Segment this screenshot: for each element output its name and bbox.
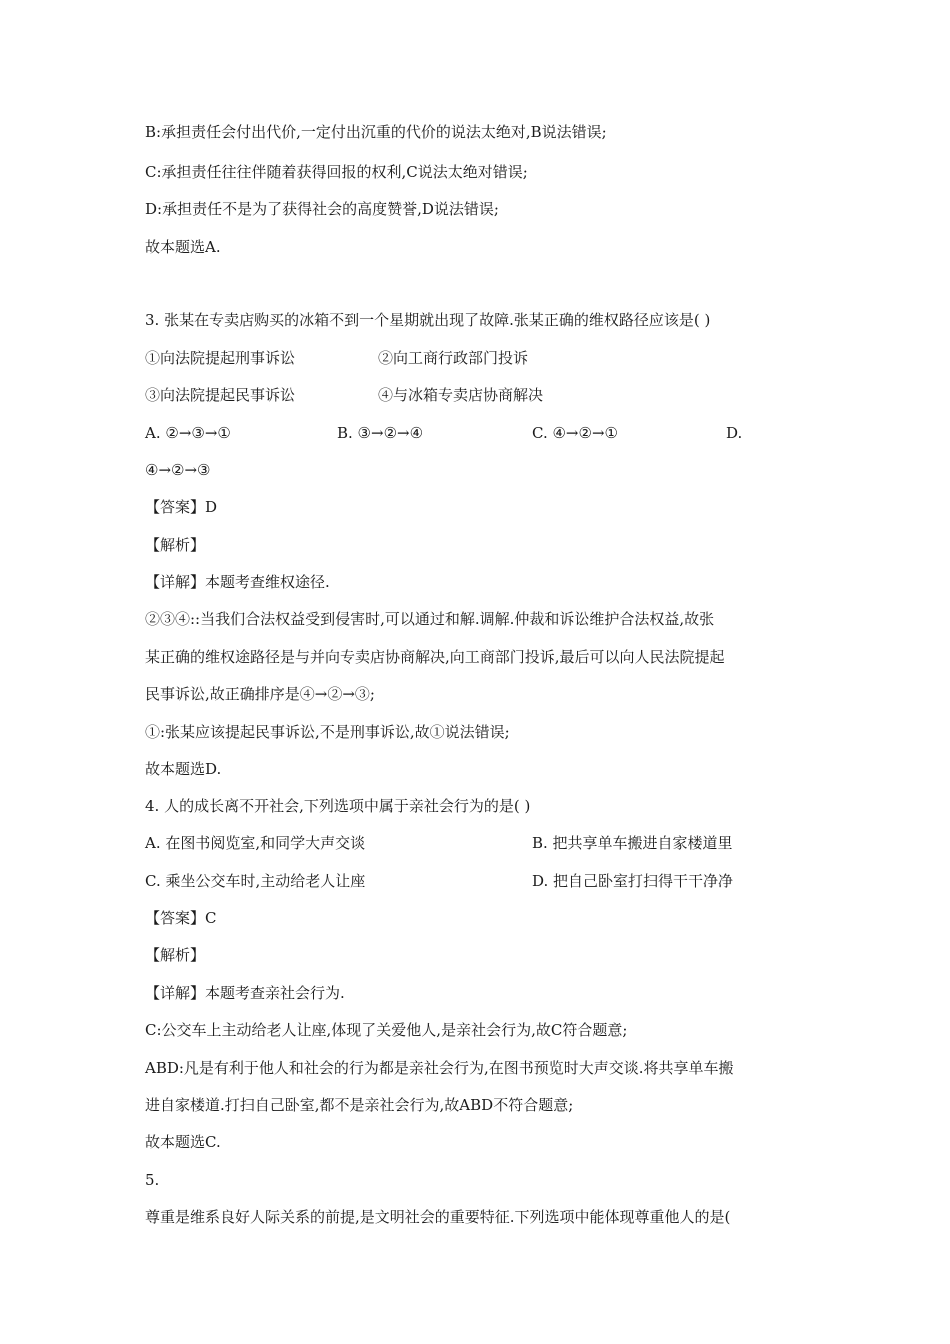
q4-explanation-2-line-2: 进自家楼道.打扫自己卧室,都不是亲社会行为,故ABD不符合题意; (145, 1096, 574, 1114)
q3-item-3: ③向法院提起民事诉讼 (145, 386, 296, 404)
q4-conclusion: 故本题选C. (145, 1133, 221, 1151)
q4-analysis-label: 【解析】 (145, 946, 206, 964)
q3-item-4: ④与冰箱专卖店协商解决 (378, 386, 544, 404)
q3-detail: 【详解】本题考查维权途径. (145, 573, 330, 591)
q3-item-1: ①向法院提起刑事诉讼 (145, 349, 296, 367)
q3-option-d: D. (726, 424, 743, 442)
q4-detail: 【详解】本题考查亲社会行为. (145, 984, 345, 1002)
q3-explanation-line-1: ②③④::当我们合法权益受到侵害时,可以通过和解.调解.仲裁和诉讼维护合法权益,故张 (145, 610, 715, 628)
q3-analysis-label: 【解析】 (145, 536, 206, 554)
q4-option-c: C. 乘坐公交车时,主动给老人让座 (145, 872, 366, 890)
q3-item-2: ②向工商行政部门投诉 (378, 349, 529, 367)
q3-stem: 3. 张某在专卖店购买的冰箱不到一个星期就出现了故障.张某正确的维权路径应该是( ) (145, 311, 711, 329)
q4-option-a: A. 在图书阅览室,和同学大声交谈 (145, 834, 366, 852)
q2-explanation-b: B:承担责任会付出代价,一定付出沉重的代价的说法太绝对,B说法错误; (145, 123, 607, 141)
q3-explanation-line-3: 民事诉讼,故正确排序是④→②→③; (145, 685, 375, 703)
q2-conclusion: 故本题选A. (145, 238, 221, 256)
q3-explanation-2: ①:张某应该提起民事诉讼,不是刑事诉讼,故①说法错误; (145, 723, 510, 741)
q3-option-d-value: ④→②→③ (145, 461, 211, 479)
q3-option-b: B. ③→②→④ (337, 424, 424, 442)
q3-conclusion: 故本题选D. (145, 760, 222, 778)
q4-option-d: D. 把自己卧室打扫得干干净净 (532, 872, 734, 890)
q3-explanation-line-2: 某正确的维权途路径是与并向专卖店协商解决,向工商部门投诉,最后可以向人民法院提起 (145, 648, 725, 666)
q2-explanation-d: D:承担责任不是为了获得社会的高度赞誉,D说法错误; (145, 200, 499, 218)
q2-explanation-c: C:承担责任往往伴随着获得回报的权利,C说法太绝对错误; (145, 163, 528, 181)
q4-explanation-1: C:公交车上主动给老人让座,体现了关爱他人,是亲社会行为,故C符合题意; (145, 1021, 628, 1039)
q4-option-b: B. 把共享单车搬进自家楼道里 (532, 834, 733, 852)
q5-number: 5. (145, 1171, 160, 1189)
q3-option-a: A. ②→③→① (145, 424, 231, 442)
q4-answer: 【答案】C (145, 909, 217, 927)
q3-answer: 【答案】D (145, 498, 218, 516)
q4-explanation-2-line-1: ABD:凡是有利于他人和社会的行为都是亲社会行为,在图书预览时大声交谈.将共享单车搬 (145, 1059, 734, 1077)
q5-stem: 尊重是维系良好人际关系的前提,是文明社会的重要特征.下列选项中能体现尊重他人的是( (145, 1208, 731, 1226)
q4-stem: 4. 人的成长离不开社会,下列选项中属于亲社会行为的是( ) (145, 797, 531, 815)
q3-option-c: C. ④→②→① (532, 424, 618, 442)
